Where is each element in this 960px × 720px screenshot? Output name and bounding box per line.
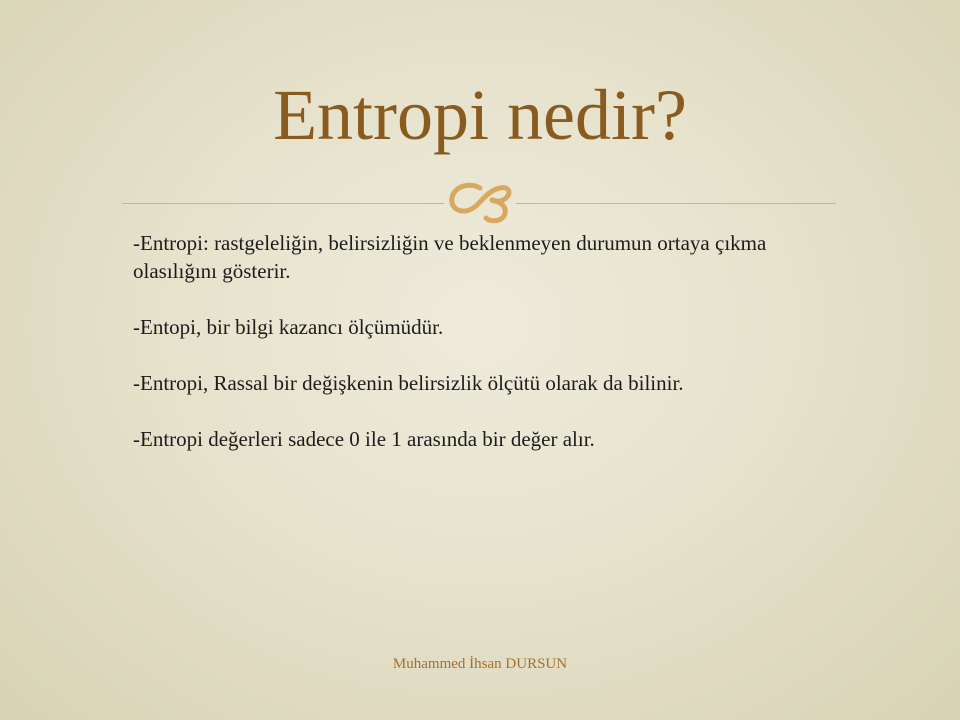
bullet-paragraph-2: -Entopi, bir bilgi kazancı ölçümüdür.: [133, 315, 444, 339]
divider-line-left: [122, 203, 444, 204]
slide-title: Entropi nedir?: [273, 75, 687, 155]
bullet-paragraph-4: -Entropi değerleri sadece 0 ile 1 arasında bir değer alır.: [133, 427, 595, 451]
flourish-ornament-icon: [446, 178, 516, 224]
bullet-paragraph-1: -Entropi: rastgeleliğin, belirsizliğin ve beklenmeyen durumun ortaya çıkma olasılığını gösterir.: [133, 231, 767, 283]
divider-line-right: [516, 203, 836, 204]
slide-body: [133, 229, 853, 481]
slide-footer-author: Muhammed İhsan DURSUN: [392, 656, 568, 672]
bullet-paragraph-3: -Entropi, Rassal bir değişkenin belirsizlik ölçütü olarak da bilinir.: [133, 371, 684, 395]
